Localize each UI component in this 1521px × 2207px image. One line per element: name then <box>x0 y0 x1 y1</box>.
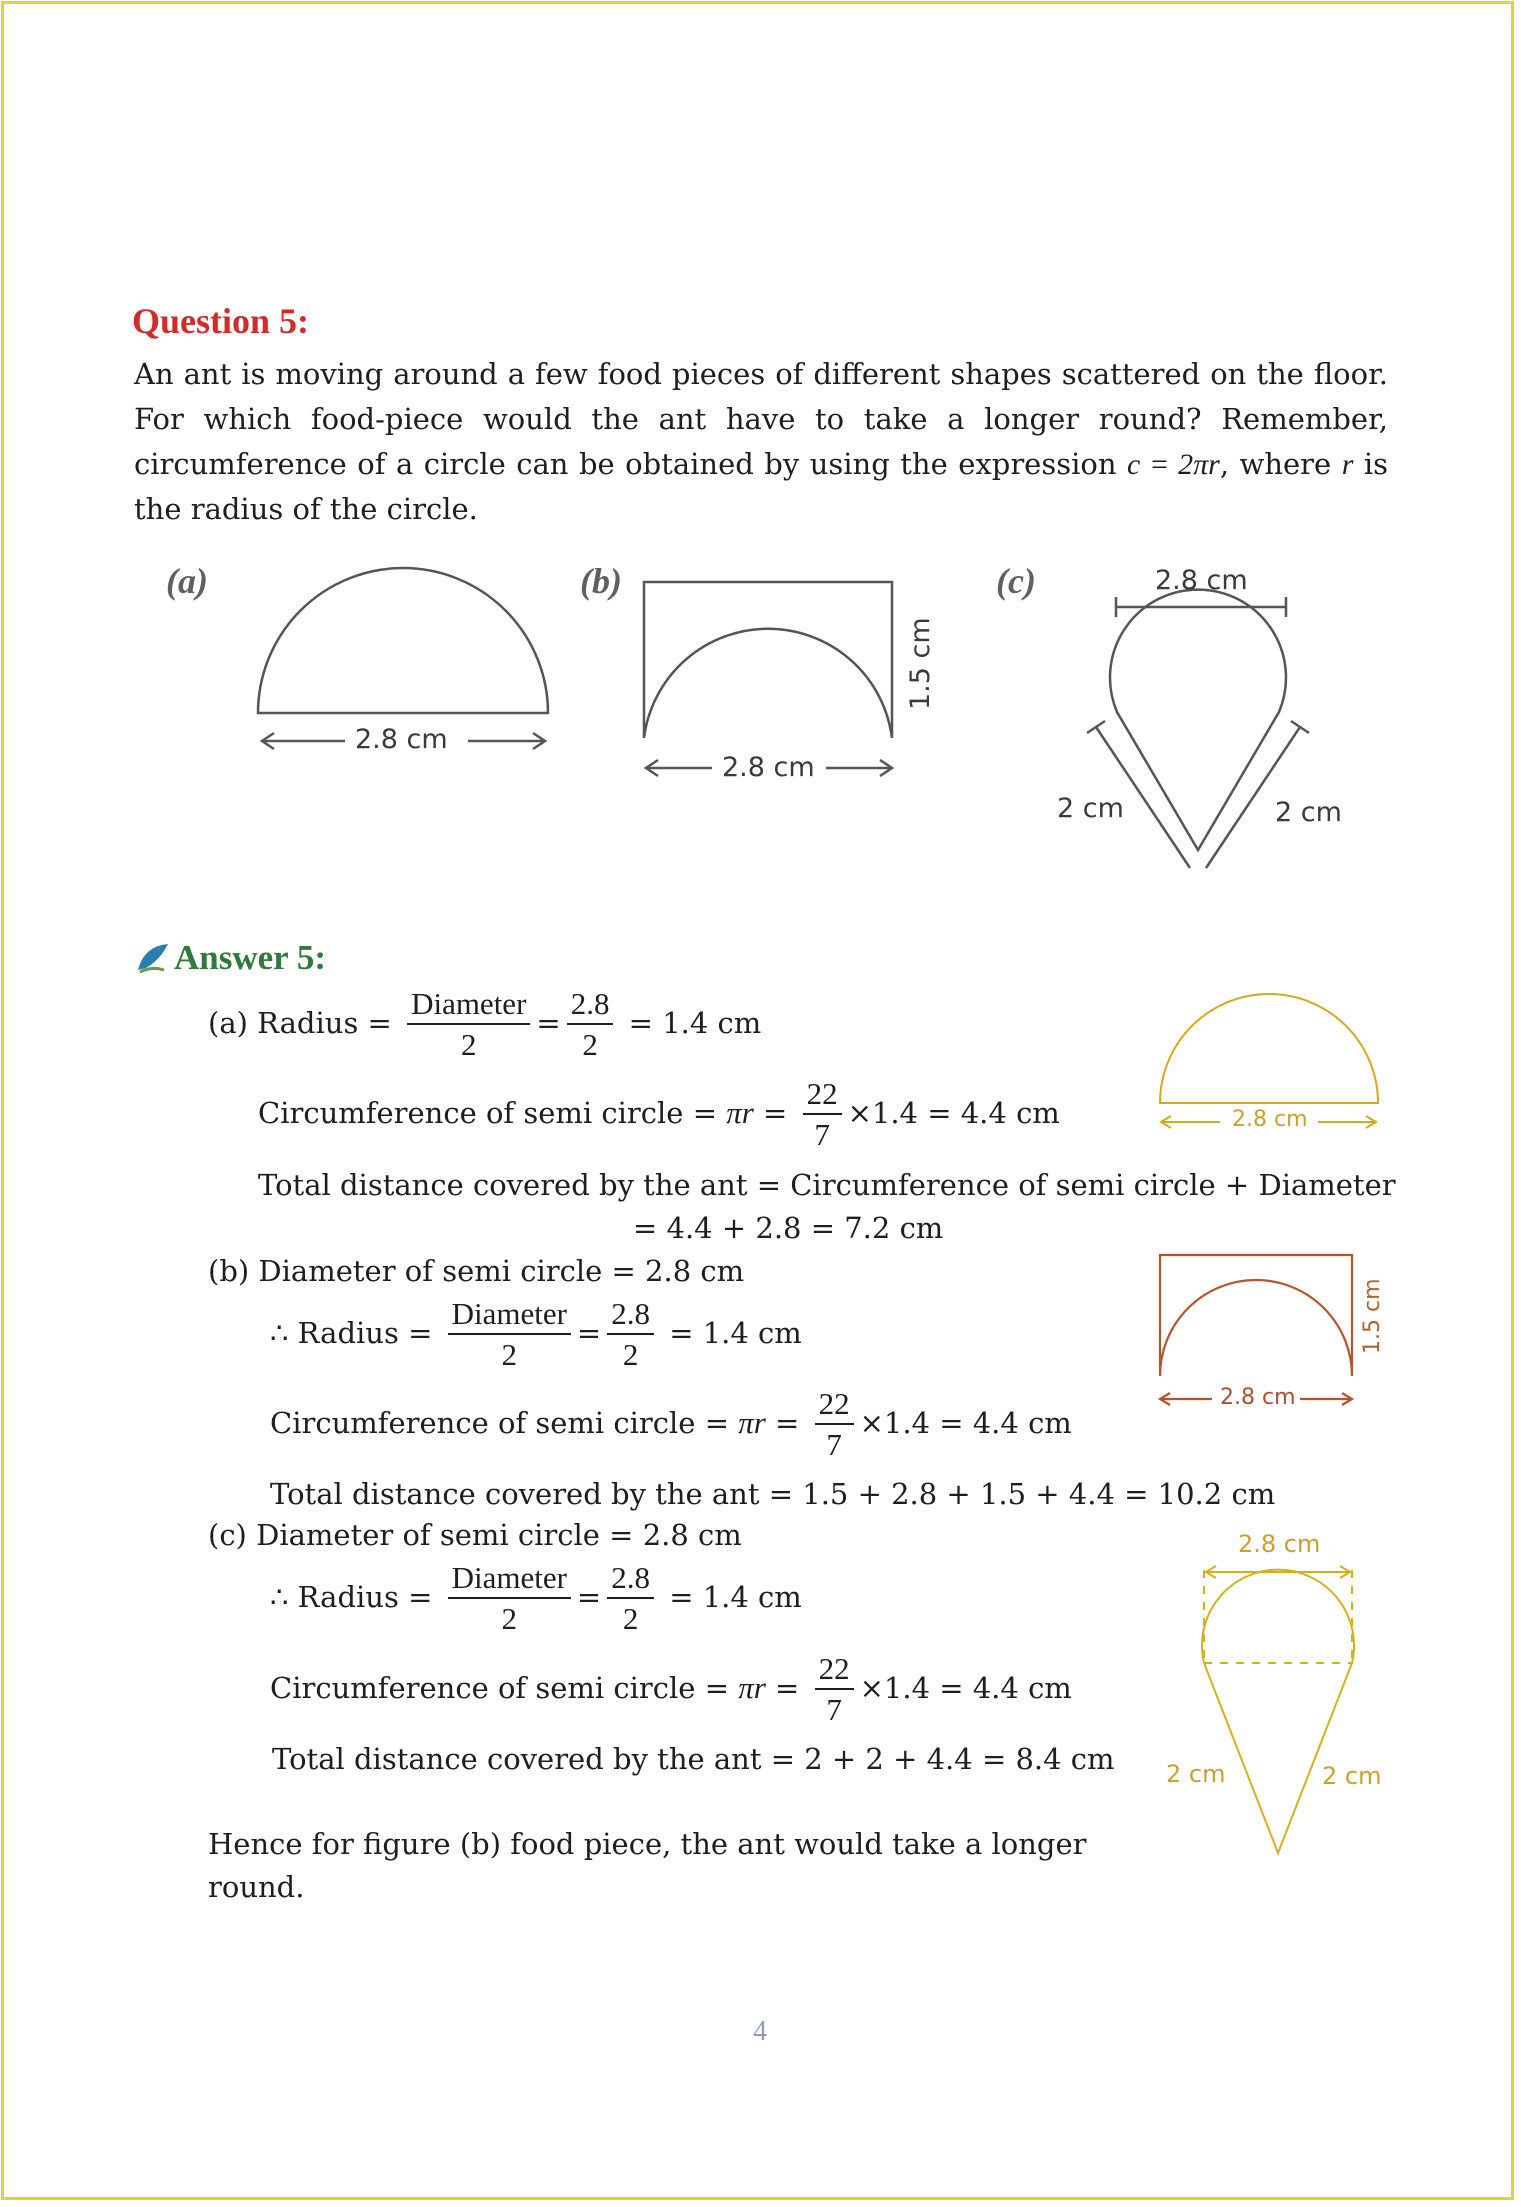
equals-sign: = <box>576 1580 602 1614</box>
frac-den: 2 <box>460 1027 477 1062</box>
frac-den: 7 <box>826 1692 842 1727</box>
answer-figure-c-right-label: 2 cm <box>1322 1762 1382 1790</box>
answer-c-diameter: (c) Diameter of semi circle = 2.8 cm <box>208 1518 742 1552</box>
answer-figure-c-left-label: 2 cm <box>1166 1760 1226 1788</box>
pi-r: πr <box>738 1405 766 1440</box>
equals-sign: = <box>763 1096 788 1130</box>
frac-num: 22 <box>815 1385 854 1425</box>
answer-b-diameter: (b) Diameter of semi circle = 2.8 cm <box>208 1254 745 1288</box>
figure-c-label: (c) <box>996 561 1036 601</box>
figure-c-right-label: 2 cm <box>1275 797 1342 828</box>
answer-figure-b <box>1160 1255 1352 1405</box>
answer-c-total-line: Total distance covered by the ant = 2 + 2 + 4.4 = 8.4 cm <box>272 1742 1115 1776</box>
frac-num: 22 <box>803 1075 842 1115</box>
equals-sign: = <box>775 1671 800 1705</box>
answer-figure-c <box>1202 1566 1354 1853</box>
figure-a-label: (a) <box>166 561 208 601</box>
answer-a-total-line: Total distance covered by the ant = Circumference of semi circle + Diameter <box>258 1168 1396 1202</box>
question-heading: Question 5: <box>132 301 310 341</box>
pi-r: πr <box>738 1670 766 1705</box>
answer-a-radius-prefix: (a) Radius = <box>208 1006 392 1040</box>
frac-den: 2 <box>622 1601 639 1636</box>
conclusion-line-2: round. <box>208 1870 305 1904</box>
frac-den: 2 <box>501 1337 517 1372</box>
circumference-prefix: Circumference of semi circle = <box>270 1671 729 1705</box>
figure-a-diameter-label: 2.8 cm <box>355 724 448 755</box>
page-number: 4 <box>753 2016 767 2047</box>
frac-num: Diameter <box>448 1295 571 1335</box>
answer-b-total-line: Total distance covered by the ant = 1.5 + 2.8 + 1.5 + 4.4 = 10.2 cm <box>270 1477 1276 1511</box>
frac-den: 2 <box>622 1337 639 1372</box>
question-text-part3: is the radius of the circle. <box>134 447 1389 526</box>
answer-heading: Answer 5: <box>174 938 326 977</box>
answer-figure-a-diameter-label: 2.8 cm <box>1232 1107 1308 1132</box>
frac-num: 22 <box>815 1650 854 1690</box>
answer-figure-b-height-label: 1.5 cm <box>1360 1278 1385 1354</box>
frac-num: 2.8 <box>567 985 614 1025</box>
circumference-prefix: Circumference of semi circle = <box>258 1096 717 1130</box>
frac-den: 7 <box>826 1427 842 1462</box>
figure-c-left-label: 2 cm <box>1057 793 1124 824</box>
frac-num: Diameter <box>448 1559 571 1599</box>
pi-r: πr <box>726 1095 754 1130</box>
question-text-part2: , where <box>1219 447 1332 481</box>
circumference-prefix: Circumference of semi circle = <box>270 1406 729 1440</box>
figure-b-label: (b) <box>580 561 622 601</box>
frac-den: 2 <box>582 1027 598 1062</box>
radius-result: = 1.4 cm <box>669 1316 802 1350</box>
radius-result: = 1.4 cm <box>669 1580 802 1614</box>
circumference-result: ×1.4 = 4.4 cm <box>859 1671 1072 1705</box>
radius-variable: r <box>1341 448 1354 481</box>
equals-sign: = <box>576 1316 602 1350</box>
figure-b-width-label: 2.8 cm <box>722 752 815 783</box>
circumference-result: ×1.4 = 4.4 cm <box>847 1096 1060 1130</box>
radius-prefix: ∴ Radius = <box>270 1316 433 1350</box>
frac-den: 2 <box>501 1601 517 1636</box>
equals-sign: = <box>536 1006 561 1040</box>
figure-b-height-label: 1.5 cm <box>905 617 936 710</box>
circumference-result: ×1.4 = 4.4 cm <box>859 1406 1072 1440</box>
frac-den: 7 <box>814 1117 830 1152</box>
answer-a-total-result: = 4.4 + 2.8 = 7.2 cm <box>633 1211 944 1245</box>
frac-num: 2.8 <box>607 1559 654 1599</box>
radius-prefix: ∴ Radius = <box>270 1580 433 1614</box>
equals-sign: = <box>775 1406 800 1440</box>
answer-figure-b-width-label: 2.8 cm <box>1220 1385 1296 1410</box>
frac-num: 2.8 <box>607 1295 654 1335</box>
conclusion-line-1: Hence for figure (b) food piece, the ant would take a longer <box>208 1827 1087 1861</box>
question-text-part1: An ant is moving around a few food pieces of different shapes scattered on the floor. For which food-piece would the ant have to take a longer round? Remember, circumference of a circle can be obtained by using the expression <box>134 357 1388 481</box>
answer-figure-c-top-label: 2.8 cm <box>1238 1530 1321 1558</box>
circumference-formula: c = 2πr <box>1127 448 1220 481</box>
figure-c-top-label: 2.8 cm <box>1155 565 1248 596</box>
answer-a-radius-result: = 1.4 cm <box>628 1006 762 1040</box>
frac-num: Diameter <box>407 985 530 1025</box>
